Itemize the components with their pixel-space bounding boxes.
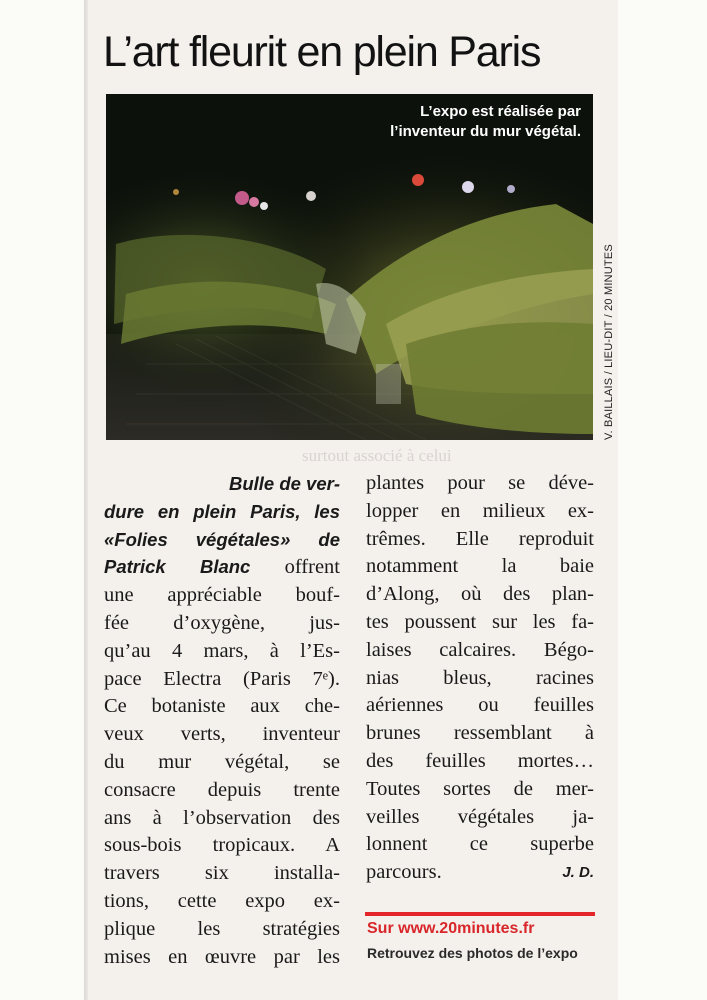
body-line: mises en œuvre par les — [104, 945, 340, 968]
body-line: travers six installa- — [104, 862, 340, 885]
article-title: L’art fleurit en plein Paris — [103, 28, 541, 76]
body-line: tions, cette expo ex- — [104, 889, 340, 912]
author-signature: J. D. — [562, 864, 594, 882]
body-line: qu’au 4 mars, à l’Es- — [104, 639, 340, 662]
body-line: aériennes ou feuilles — [366, 694, 594, 717]
final-line — [366, 859, 594, 887]
body-line: brunes ressemblant à — [366, 722, 594, 745]
body-text: offrent — [250, 556, 340, 579]
photo-caption-line: L’expo est réalisée par — [420, 103, 581, 120]
article-photo — [106, 94, 593, 440]
body-line: trêmes. Elle reproduit — [366, 527, 594, 550]
lead-line-with-name — [104, 553, 340, 582]
photo-credit: V. BAILLAIS / LIEU-DIT / 20 MINUTES — [603, 244, 615, 440]
body-line: Toutes sortes de mer- — [366, 777, 594, 800]
body-line: d’Along, où des plan- — [366, 583, 594, 606]
body-line: sous-bois tropicaux. A — [104, 834, 340, 857]
vertical-garden-photo — [106, 94, 593, 440]
lead-name: Patrick Blanc — [104, 556, 251, 578]
body-line: veux verts, inventeur — [104, 723, 340, 746]
article-column-1 — [104, 470, 340, 971]
body-line: lopper en milieux ex- — [366, 499, 594, 522]
body-line: Ce botaniste aux che- — [104, 695, 340, 718]
body-line: plantes pour se déve- — [366, 472, 594, 494]
photo-caption — [390, 102, 581, 142]
body-line: pace Electra (Paris 7ᵉ). — [104, 667, 340, 690]
body-line: du mur végétal, se — [104, 750, 340, 773]
body-line: des feuilles mortes… — [366, 749, 594, 772]
show-through-text: surtout associé à celui — [302, 446, 452, 465]
lead-line: dure en plein Paris, les — [104, 500, 340, 522]
lead-line: Bulle de ver- — [228, 473, 340, 494]
body-line: plique les stratégies — [104, 917, 340, 940]
body-line: veilles végétales ja- — [366, 805, 594, 828]
body-line: lonnent ce superbe — [366, 833, 594, 856]
article-column-2 — [366, 470, 594, 887]
website-link[interactable]: Sur www.20minutes.fr — [367, 920, 535, 937]
body-text: parcours. — [366, 861, 442, 884]
body-line: ans à l’observation des — [104, 806, 340, 829]
lead-line: «Folies végétales» de — [104, 528, 340, 550]
body-line: une appréciable bouf- — [104, 584, 340, 607]
web-promo-box — [365, 912, 595, 986]
body-line: notamment la baie — [366, 555, 594, 578]
body-line: laises calcaires. Bégo- — [366, 638, 594, 661]
body-line: nias bleus, racines — [366, 666, 594, 689]
body-line: consacre depuis trente — [104, 778, 340, 801]
web-promo-text: Retrouvez des photos de l’expo — [367, 945, 578, 961]
body-line: tes poussent sur les fa- — [366, 610, 594, 633]
photo-caption-line: l’inventeur du mur végétal. — [390, 123, 581, 140]
body-line: fée d’oxygène, jus- — [104, 611, 340, 634]
